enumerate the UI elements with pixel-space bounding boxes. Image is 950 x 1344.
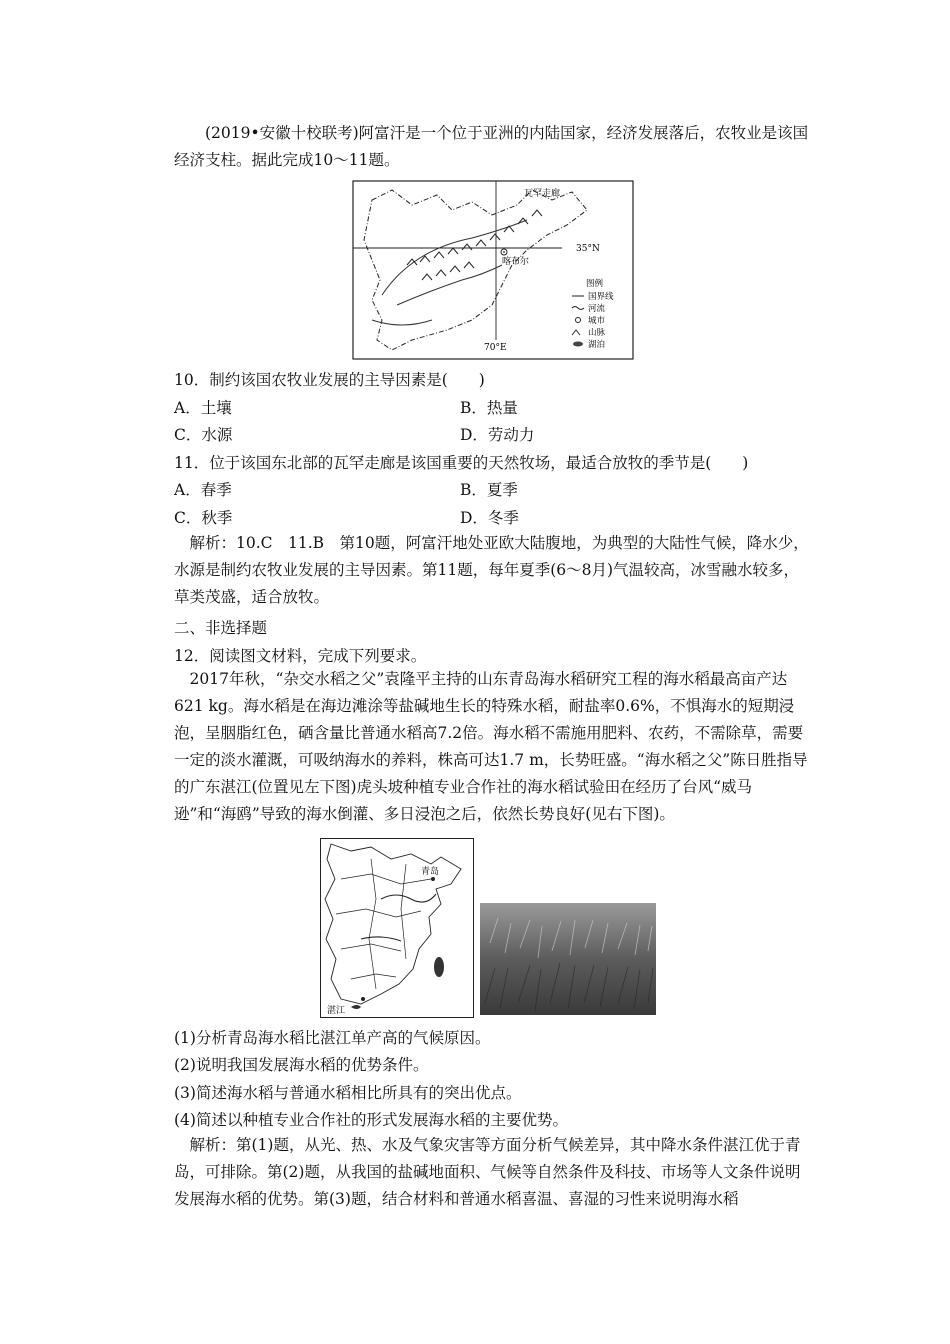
q11-option-a: A．春季 <box>174 481 232 499</box>
q10-option-b: B．热量 <box>460 399 518 417</box>
subquestion-2: (2)说明我国发展海水稻的优势条件。 <box>174 1056 429 1074</box>
legend-border: 国界线 <box>588 292 614 302</box>
section-heading: 二、非选择题 <box>174 619 268 637</box>
legend-city: 城市 <box>588 316 606 326</box>
q11-option-b: B．夏季 <box>460 481 518 499</box>
q10-option-d: D．劳动力 <box>460 426 535 444</box>
qingdao-label: 青岛 <box>421 867 440 877</box>
longitude-label: 70°E <box>484 343 507 353</box>
legend-lake: 湖泊 <box>588 340 606 350</box>
subquestion-1: (1)分析青岛海水稻比湛江单产高的气候原因。 <box>174 1029 491 1047</box>
q10-option-a: A．土壤 <box>174 399 232 417</box>
corridor-label: 瓦罕走廊 <box>524 189 561 199</box>
q11-option-c: C．秋季 <box>174 509 233 527</box>
analysis-paragraph-2: 解析：第(1)题，从光、热、水及气象灾害等方面分析气候差异，其中降水条件湛江优于青岛，可排除。第(2)题，从我国的盐碱地面积、气候等自然条件及科技、市场等人文条件说明发展海水稻的优势。第(3)题，结合材料和普通水稻喜温、喜湿的习性来说明海水稻 <box>174 1136 801 1208</box>
city-label: 喀布尔 <box>502 257 530 267</box>
china-coast-map <box>320 838 474 1018</box>
zhanjiang-label: 湛江 <box>327 1006 346 1016</box>
intro-paragraph: (2019•安徽十校联考)阿富汗是一个位于亚洲的内陆国家，经济发展落后，农牧业是该国经济支柱。据此完成10～11题。 <box>174 124 809 169</box>
q11-stem: 11．位于该国东北部的瓦罕走廊是该国重要的天然牧场，最适合放牧的季节是( ) <box>174 454 749 472</box>
legend-river: 河流 <box>588 304 606 314</box>
afghanistan-map <box>352 180 634 360</box>
subquestion-3: (3)简述海水稻与普通水稻相比所具有的突出优点。 <box>174 1084 522 1102</box>
q10-stem: 10．制约该国农牧业发展的主导因素是( ) <box>174 371 485 389</box>
rice-field-photo <box>480 903 656 1015</box>
analysis-paragraph-1: 解析：10.C 11.B 第10题，阿富汗地处亚欧大陆腹地，为典型的大陆性气候，降水少，水源是制约农牧业发展的主导因素。第11题，每年夏季(6～8月)气温较高，冰雪融水较多，草类茂盛，适合放牧。 <box>174 534 809 606</box>
material-paragraph: 2017年秋，“杂交水稻之父”袁隆平主持的山东青岛海水稻研究工程的海水稻最高亩产达621 kg。海水稻是在海边滩涂等盐碱地生长的特殊水稻，耐盐率0.6%，不惧海水的短期浸泡，呈胭脂红色，硒含量比普通水稻高7.2倍。海水稻不需施用肥料、农药，不需除草，需要一定的淡水灌溉，可吸纳海水的养料，株高可达1.7 m，长势旺盛。“海水稻之父”陈日胜指导的广东湛江(位置见左下图)虎头坡种植专业合作社的海水稻试验田在经历了台风“威马逊”和“海鸥”导致的海水倒灌、多日浸泡之后，依然长势良好(见右下图)。 <box>174 670 808 823</box>
q12-stem: 12．阅读图文材料，完成下列要求。 <box>174 647 427 665</box>
latitude-label: 35°N <box>576 244 600 254</box>
legend-mountain: 山脉 <box>588 328 606 338</box>
legend-title: 图例 <box>586 279 604 289</box>
subquestion-4: (4)简述以种植专业合作社的形式发展海水稻的主要优势。 <box>174 1111 568 1129</box>
q10-option-c: C．水源 <box>174 426 233 444</box>
q11-option-d: D．冬季 <box>460 509 519 527</box>
